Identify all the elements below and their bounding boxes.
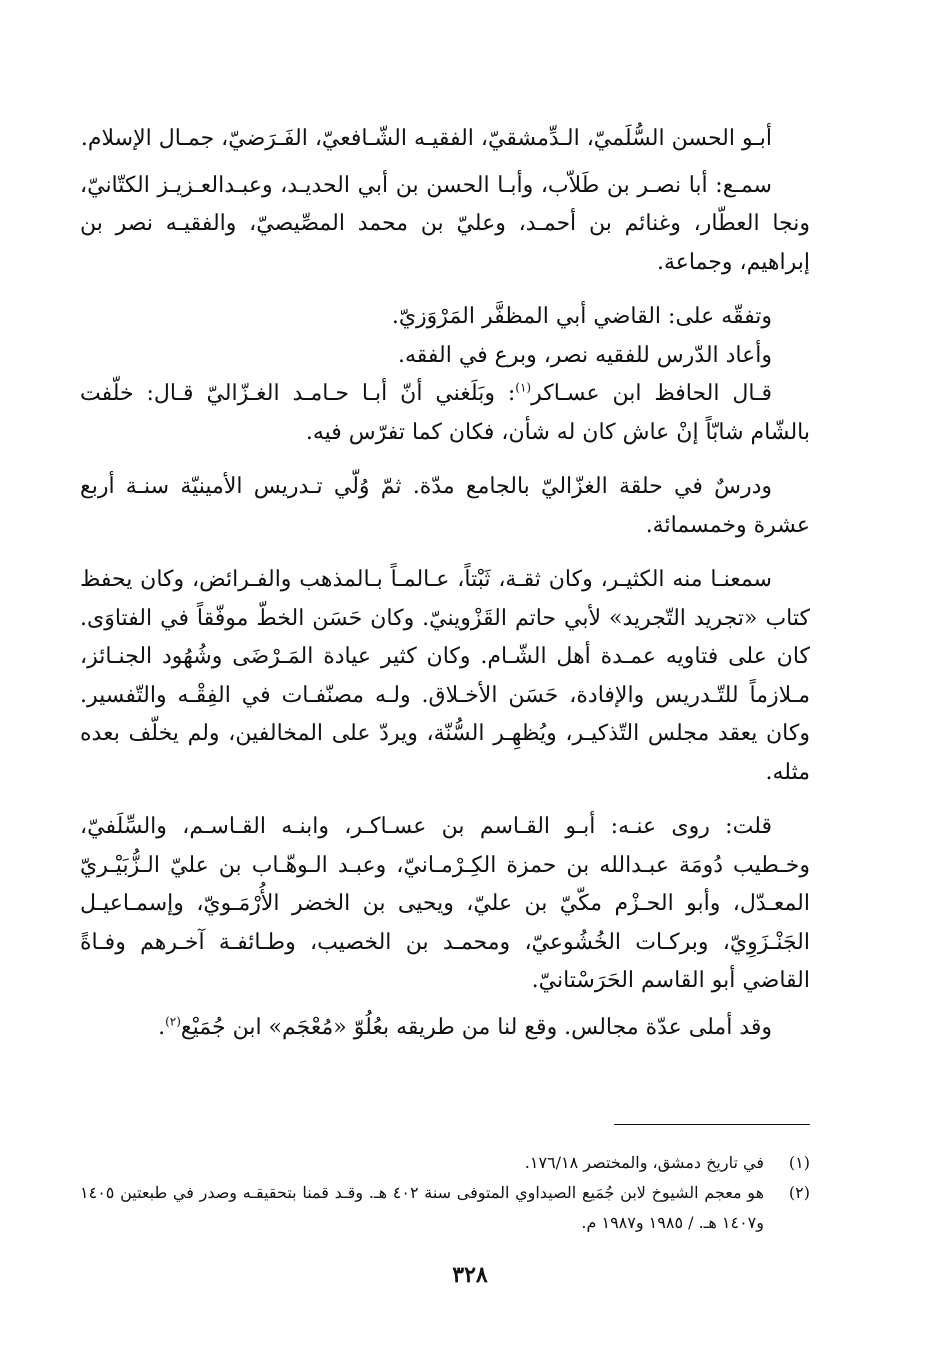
paragraph-ibn-asakir-start: قـال الحافظ ابن عسـاكر <box>531 381 772 406</box>
paragraph-taught-ghazali: ودرسٌ في حلقة الغزّاليّ بالجامع مدّة. ثمّ وُلّي تـدريس الأمينيّة سنـة أربع عشرة وخمسمائة. <box>80 474 810 538</box>
footnote-number: (١) <box>788 1153 810 1172</box>
page-body <box>80 120 810 1047</box>
footnote-item <box>80 1178 810 1238</box>
paragraph-studied-with: وتفقّه على: القاضي أبي المظفَّر المَرْوَزيّ. <box>391 304 772 329</box>
paragraph-ibn-asakir-end: : وبَلَغني أنّ أبـا حـامـد الغـزّاليّ قـال: خلّفت بالشّام شابّاً إنْ عاش كان له شأن، فكان كما تفرّس فيه. <box>80 381 810 445</box>
footnote-number: (٢) <box>788 1183 810 1202</box>
footnote-separator <box>614 1124 810 1125</box>
footnote-ref-2[interactable]: (٢) <box>165 1014 181 1029</box>
paragraph-description: سمعنـا منه الكثيـر، وكان ثقـة، ثَبْتاً، عـالمـاً بـالمذهب والفـرائض، وكان يحفظ كتاب «تجريد التّجريد» لأبي حاتم القَزْوينيّ. وكان حَسَن الخطّ موفّقاً في الفتاوَى. كان على فتاويه عمـدة أهل الشّـام. وكان كثير عيادة المَـرْضَى وشُهُود الجنـائز، مـلازماً للتّـدريس والإفادة، حَسَن الأخـلاق. ولـه مصنّفـات في الفِقْـه والتّفسير. وكان يعقد مجلس التّذكيـر، ويُظهِـر السُّنّة، ويردّ على المخالفين، ولم يخلّف بعده مثله. <box>80 567 810 785</box>
footnote-text: هو معجم الشيوخ لابن جُمَيع الصيداوي المتوفى سنة ٤٠٢ هـ. وقـد قمنا بتحقيقـه وصدر في طبعتين ١٤٠٥ و١٤٠٧ هـ. / ١٩٨٥ و١٩٨٧ م. <box>80 1183 764 1232</box>
paragraph-narrators: قلت: روى عنـه: أبـو القـاسم بن عسـاكـر، وابنـه القـاسـم، والسِّلَفيّ، وخـطيب دُومَة عبـدالله بن حمزة الكِـرْمـانيّ، وعبـد الـوهّـاب بن عليّ الـزُّبَيْـريّ المعـدّل، وأبو الحـزْم مكّيّ بن عليّ، ويحيى بن الخضر الأُرْمَـويّ، وإسمـاعيـل الجَنْـزَوِيّ، وبركـات الخُشُوعيّ، ومحمـد بن الخصيب، وطـائفـة آخـرهم وفـاةً القاضي أبو القاسم الحَرَسْتانيّ. <box>80 814 810 993</box>
paragraph-dictation-start: وقد أملى عدّة مجالس. وقع لنا من طريقه بعُلُوّ «مُعْجَم» ابن جُمَيْع <box>180 1014 772 1040</box>
paragraph-heard-from: سمـع: أبا نصـر بن طَلاّب، وأبـا الحسن بن أبي الحديـد، وعبـدالعـزيـز الكتّانيّ، ونجا العطّار، وغنائم بن أحمـد، وعليّ بن محمد المصِّيصيّ، والفقيـه نصر بن إبراهيم، وجماعة. <box>80 172 810 275</box>
footnotes <box>80 1148 810 1238</box>
page-number: ٣٢٨ <box>452 1262 488 1288</box>
footnote-item <box>80 1148 810 1178</box>
paragraph-ibn-asakir <box>80 375 810 452</box>
paragraph-taught: وأعاد الدّرس للفقيه نصر، وبرع في الفقه. <box>397 342 772 368</box>
paragraph-dictation <box>80 1009 810 1048</box>
paragraph-dictation-end: . <box>158 1014 166 1040</box>
footnote-ref-1[interactable]: (١) <box>515 380 532 395</box>
footnote-text: في تاريخ دمشق، والمختصر ١٧٦/١٨. <box>524 1153 764 1172</box>
paragraph-name: أبـو الحسن السُّلَميّ، الـدِّمشقيّ، الفقيـه الشّـافعيّ، الفَـرَضيّ، جمـال الإسلام. <box>80 126 772 151</box>
